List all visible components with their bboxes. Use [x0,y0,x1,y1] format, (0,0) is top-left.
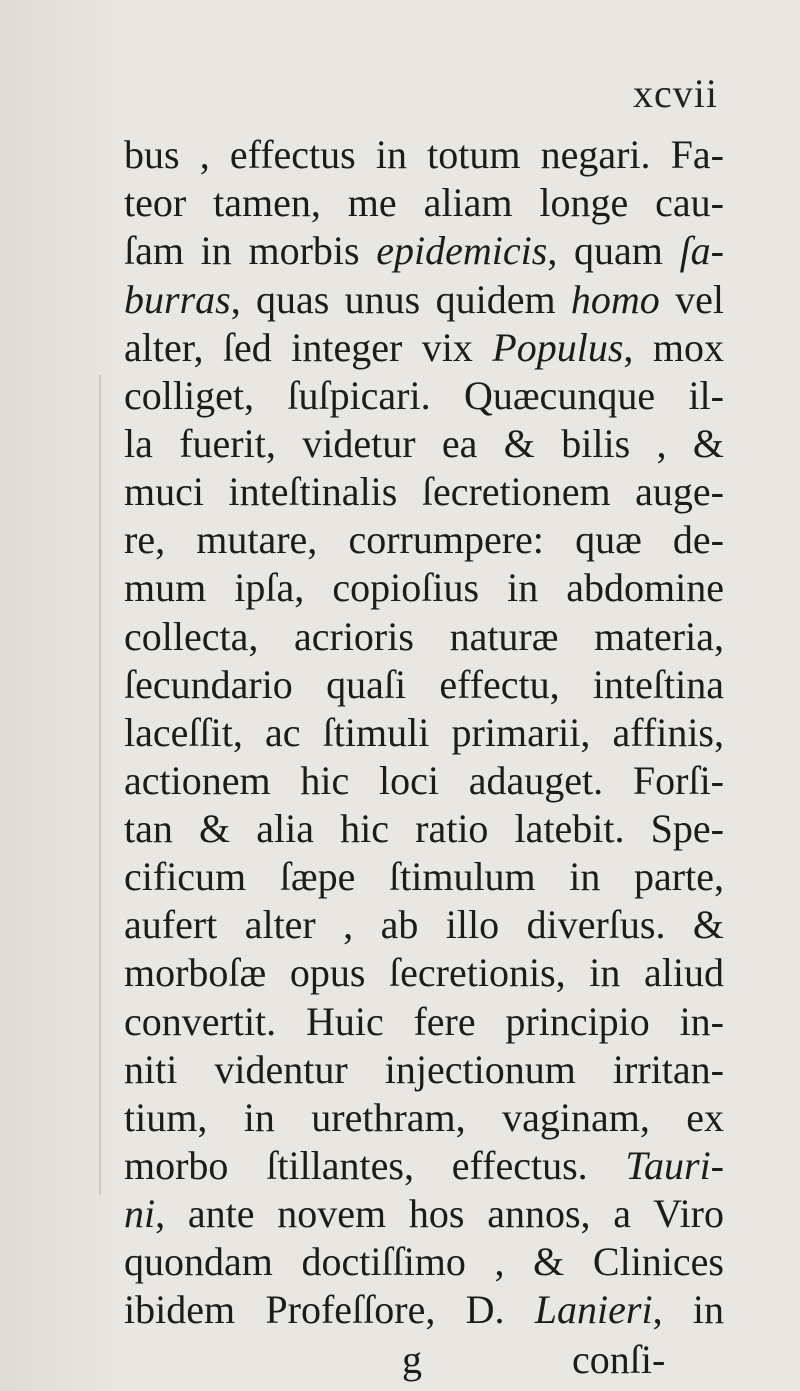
text-line-12: ſecundario quaſi effectu, inteſtina [124,662,724,707]
text-line-16: cificum ſæpe ſtimulum in parte, [124,854,724,899]
text-line-23: ni, ante novem hos annos, a Viro [124,1191,724,1236]
text-line-3: ſam in morbis epidemicis, quam ſa- [124,228,724,273]
text-line-2: teor tamen, me aliam longe cau- [124,180,724,225]
text-line-6: colliget, ſuſpicari. Quæcunque il- [124,373,724,418]
text-line-15: tan & alia hic ratio latebit. Spe- [124,806,724,851]
page-number: xcvii [633,71,718,116]
text-line-8: muci inteſtinalis ſecretionem auge- [124,469,724,514]
text-line-22: morbo ſtillantes, effectus. Tauri- [124,1143,724,1188]
text-line-11: collecta, acrioris naturæ materia, [124,614,724,659]
text-line-7: la fuerit, videtur ea & bilis , & [124,421,724,466]
text-line-1: bus , effectus in totum negari. Fa- [124,132,724,177]
text-line-5: alter, ſed integer vix Populus, mox [124,325,724,370]
catchword: conſi- [572,1337,666,1382]
text-line-9: re, mutare, corrumpere: quæ de- [124,517,724,562]
gutter-shadow-line [99,375,101,1195]
text-line-20: niti videntur injectionum irritan- [124,1047,724,1092]
text-line-13: laceſſit, ac ſtimuli primarii, affinis, [124,710,724,755]
text-line-14: actionem hic loci adauget. Forſi- [124,758,724,803]
signature-mark: g [402,1337,422,1382]
text-line-21: tium, in urethram, vaginam, ex [124,1095,724,1140]
text-line-19: convertit. Huic fere principio in- [124,999,724,1044]
page-shadow [0,0,120,1391]
text-line-10: mum ipſa, copioſius in abdomine [124,565,724,610]
text-line-4: burras, quas unus quidem homo vel [124,277,724,322]
text-line-25: ibidem Profeſſore, D. Lanieri, in [124,1287,724,1332]
text-line-17: aufert alter , ab illo diverſus. & [124,902,724,947]
text-line-18: morboſæ opus ſecretionis, in aliud [124,950,724,995]
text-line-24: quondam doctiſſimo , & Clinices [124,1239,724,1284]
